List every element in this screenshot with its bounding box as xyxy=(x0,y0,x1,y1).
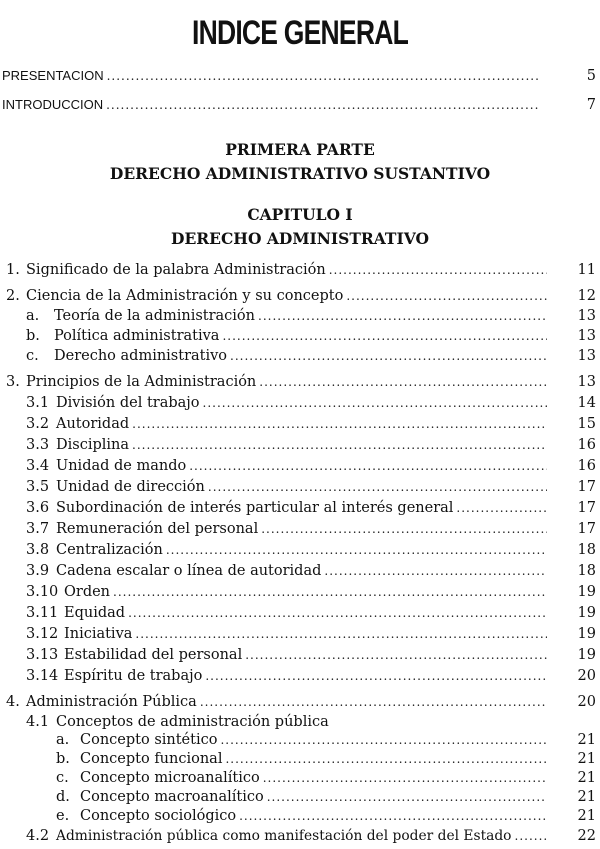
toc-entry xyxy=(26,477,550,497)
dot-leader xyxy=(515,826,548,846)
toc-page-number: 17 xyxy=(577,521,596,537)
dot-leader xyxy=(220,730,547,750)
toc-entry-label: Ciencia de la Administración y su concepto xyxy=(26,288,344,304)
dot-leader xyxy=(128,603,547,623)
dot-leader xyxy=(258,306,547,326)
toc-page-number: 13 xyxy=(577,308,596,324)
toc-entry-label: Administración pública como manifestación del poder del Estado xyxy=(56,828,512,844)
toc-entry-number: 3.8 xyxy=(26,542,50,558)
toc-entry-number: 3.1 xyxy=(26,395,50,411)
toc-entry-label: Espíritu de trabajo xyxy=(64,668,203,684)
dot-leader xyxy=(166,540,547,560)
dot-leader xyxy=(203,393,547,413)
toc-page-number: 19 xyxy=(577,647,596,663)
toc-entry-number: 3.5 xyxy=(26,479,50,495)
toc-page-number: 13 xyxy=(577,374,596,390)
dot-leader xyxy=(107,66,539,86)
toc-entry-label: Concepto microanalítico xyxy=(80,770,260,786)
toc-page-number: 17 xyxy=(577,500,596,516)
toc-entry-number: 3.3 xyxy=(26,437,50,453)
toc-entry xyxy=(26,712,550,732)
toc-entry-label: Disciplina xyxy=(56,437,130,453)
dot-leader xyxy=(222,326,547,346)
toc-entry-label: Autoridad xyxy=(56,416,130,432)
toc-entry xyxy=(6,372,550,392)
toc-page-number: 14 xyxy=(577,395,596,411)
dot-leader xyxy=(261,519,547,539)
toc-entry xyxy=(26,582,550,602)
toc-entry-label: Administración Pública xyxy=(26,694,197,710)
dot-leader xyxy=(132,414,547,434)
toc-entry xyxy=(26,561,550,581)
toc-entry-number: 4. xyxy=(6,694,20,710)
toc-entry xyxy=(56,787,550,807)
dot-leader xyxy=(225,749,547,769)
dot-leader xyxy=(329,260,547,280)
dot-leader xyxy=(239,806,547,826)
toc-page-number: 7 xyxy=(586,97,596,113)
toc-entry xyxy=(6,692,550,712)
toc-entry xyxy=(26,414,550,434)
toc-entry-number: d. xyxy=(56,789,70,805)
toc-entry-label: Unidad de dirección xyxy=(56,479,205,495)
toc-entry xyxy=(26,666,550,686)
dot-leader xyxy=(263,768,547,788)
toc-page-number: 16 xyxy=(577,437,596,453)
toc-entry-number: 3.13 xyxy=(26,647,59,663)
toc-page-number: 20 xyxy=(577,668,596,684)
toc-entry-presentacion xyxy=(2,66,542,86)
toc-entry-label: División del trabajo xyxy=(56,395,200,411)
dot-leader xyxy=(132,435,547,455)
toc-page-number: 21 xyxy=(577,732,596,748)
dot-leader xyxy=(267,787,547,807)
toc-entry xyxy=(56,806,550,826)
toc-entry-number: 2. xyxy=(6,288,20,304)
chapter-heading: CAPITULO I xyxy=(247,205,353,224)
toc-entry xyxy=(26,624,550,644)
toc-page-number: 21 xyxy=(577,808,596,824)
toc-entry-label: Principios de la Administración xyxy=(26,374,257,390)
page-title: INDICE GENERAL xyxy=(191,14,408,52)
toc-entry xyxy=(26,498,550,518)
part-heading: PRIMERA PARTE xyxy=(225,140,375,159)
toc-page-number: 11 xyxy=(577,262,596,278)
toc-entry-number: a. xyxy=(56,732,70,748)
toc-entry-label: Concepto funcional xyxy=(80,751,223,767)
toc-entry xyxy=(56,749,550,769)
dot-leader xyxy=(245,645,547,665)
chapter-subtitle: DERECHO ADMINISTRATIVO xyxy=(171,229,429,248)
toc-page-number: 19 xyxy=(577,605,596,621)
toc-entry-number: 3. xyxy=(6,374,20,390)
toc-entry-introduccion xyxy=(2,95,542,115)
toc-entry-number: 3.6 xyxy=(26,500,50,516)
toc-entry-label: Subordinación de interés particular al interés general xyxy=(56,500,454,516)
toc-page-number: 21 xyxy=(577,770,596,786)
toc-page-number: 13 xyxy=(577,328,596,344)
toc-page-number: 19 xyxy=(577,626,596,642)
dot-leader xyxy=(106,95,539,115)
toc-entry-number: 4.1 xyxy=(26,714,50,730)
toc-entry-number: a. xyxy=(26,308,40,324)
dot-leader xyxy=(113,582,547,602)
toc-entry-label: Remuneración del personal xyxy=(56,521,259,537)
toc-entry-number: 3.7 xyxy=(26,521,50,537)
toc-page-number: 12 xyxy=(577,288,596,304)
toc-entry xyxy=(26,435,550,455)
toc-page-number: 16 xyxy=(577,458,596,474)
toc-entry-label: Iniciativa xyxy=(64,626,133,642)
toc-entry xyxy=(6,286,550,306)
toc-entry-label: Estabilidad del personal xyxy=(64,647,243,663)
toc-entry xyxy=(26,540,550,560)
part-subtitle: DERECHO ADMINISTRATIVO SUSTANTIVO xyxy=(109,164,491,183)
toc-page-number: 13 xyxy=(577,348,596,364)
toc-label: PRESENTACION xyxy=(2,68,104,83)
toc-page-number: 22 xyxy=(577,828,596,844)
toc-entry-label: Concepto sintético xyxy=(80,732,218,748)
dot-leader xyxy=(135,624,547,644)
dot-leader xyxy=(200,692,547,712)
toc-entry-label: Unidad de mando xyxy=(56,458,187,474)
toc-entry-label: Teoría de la administración xyxy=(54,308,256,324)
toc-entry-label: Significado de la palabra Administración xyxy=(26,262,326,278)
toc-page-number: 19 xyxy=(577,584,596,600)
toc-entry-label: Concepto sociológico xyxy=(80,808,237,824)
toc-entry-number: 1. xyxy=(6,262,20,278)
toc-label: INTRODUCCION xyxy=(2,97,104,112)
toc-entry xyxy=(26,346,550,366)
toc-entry xyxy=(26,603,550,623)
toc-entry-number: 3.14 xyxy=(26,668,59,684)
toc-entry xyxy=(26,326,550,346)
toc-entry-number: e. xyxy=(56,808,70,824)
toc-entry xyxy=(26,645,550,665)
toc-entry-number: 3.4 xyxy=(26,458,50,474)
toc-entry xyxy=(6,260,550,280)
toc-page-number: 21 xyxy=(577,789,596,805)
toc-entry xyxy=(56,730,550,750)
toc-entry-number: b. xyxy=(26,328,40,344)
toc-page-number: 18 xyxy=(577,563,596,579)
dot-leader xyxy=(456,498,547,518)
toc-entry-number: 3.10 xyxy=(26,584,59,600)
toc-entry-label: Derecho administrativo xyxy=(54,348,228,364)
toc-entry-number: 3.12 xyxy=(26,626,59,642)
toc-page-number: 5 xyxy=(586,68,596,84)
dot-leader xyxy=(208,477,547,497)
dot-leader xyxy=(324,561,547,581)
toc-entry xyxy=(26,456,550,476)
dot-leader xyxy=(346,286,547,306)
toc-entry-number: 3.11 xyxy=(26,605,59,621)
toc-entry xyxy=(26,393,550,413)
toc-entry-label: Equidad xyxy=(64,605,126,621)
toc-page-number: 21 xyxy=(577,751,596,767)
toc-page-number: 17 xyxy=(577,479,596,495)
toc-entry xyxy=(56,768,550,788)
toc-entry-label: Cadena escalar o línea de autoridad xyxy=(56,563,322,579)
toc-entry-label: Concepto macroanalítico xyxy=(80,789,264,805)
dot-leader xyxy=(259,372,547,392)
toc-entry-label: Política administrativa xyxy=(54,328,220,344)
toc-entry-number: 4.2 xyxy=(26,828,50,844)
dot-leader xyxy=(230,346,547,366)
dot-leader xyxy=(189,456,547,476)
toc-entry-label: Conceptos de administración pública xyxy=(56,714,329,730)
dot-leader xyxy=(205,666,547,686)
toc-entry xyxy=(26,519,550,539)
toc-page-number: 15 xyxy=(577,416,596,432)
toc-entry-number: 3.2 xyxy=(26,416,50,432)
toc-entry-number: c. xyxy=(26,348,39,364)
toc-entry-number: b. xyxy=(56,751,70,767)
toc-entry-label: Orden xyxy=(64,584,111,600)
toc-entry-number: c. xyxy=(56,770,69,786)
toc-entry-label: Centralización xyxy=(56,542,163,558)
toc-entry xyxy=(26,306,550,326)
toc-entry-number: 3.9 xyxy=(26,563,50,579)
toc-page-number: 20 xyxy=(577,694,596,710)
toc-page-number: 18 xyxy=(577,542,596,558)
toc-entry xyxy=(26,826,550,846)
